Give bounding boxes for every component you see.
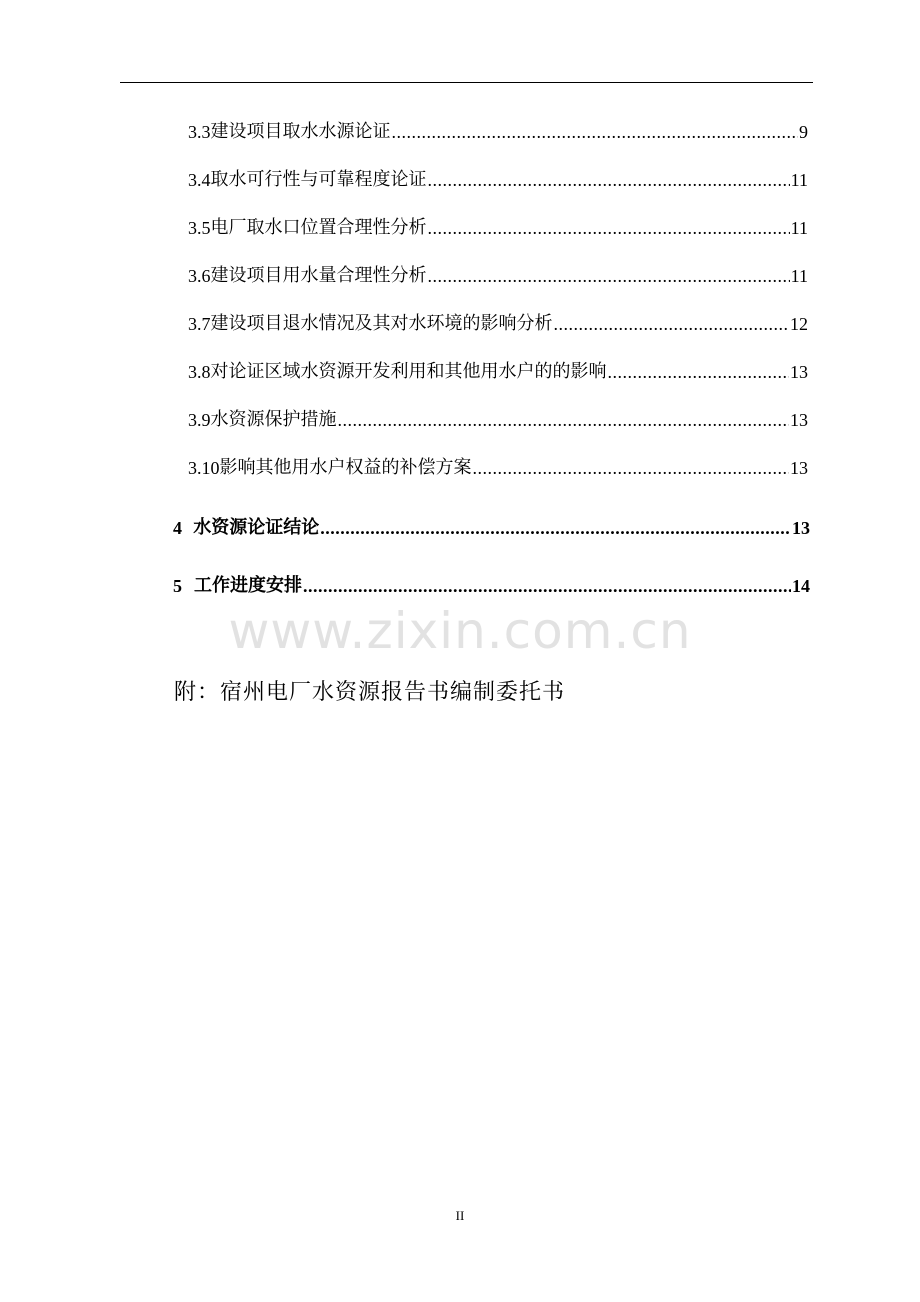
- toc-entry-number: 3.10: [188, 458, 220, 478]
- toc-entry-3-8[interactable]: [188, 358, 808, 386]
- page-number: II: [455, 1208, 465, 1223]
- toc-leader-dots: [428, 262, 790, 290]
- toc-entry-page: 13: [790, 362, 808, 382]
- header-rule: [120, 82, 813, 83]
- toc-entry-3-7[interactable]: [188, 310, 808, 338]
- toc-entry-title: 电厂取水口位置合理性分析: [210, 217, 427, 238]
- toc-entry-title: 取水可行性与可靠程度论证: [210, 169, 427, 190]
- toc-entry-number: 3.6: [188, 266, 211, 286]
- toc-leader-dots: [608, 358, 790, 386]
- toc-chapter-4[interactable]: [173, 514, 810, 542]
- toc-entry-title: 对论证区域水资源开发利用和其他用水户的的影响: [210, 361, 607, 382]
- toc-chapter-5[interactable]: [173, 572, 810, 600]
- toc-leader-dots: [473, 454, 790, 482]
- toc-leader-dots: [428, 166, 790, 194]
- toc-entry-title: 水资源保护措施: [210, 409, 337, 430]
- toc-entry-3-3[interactable]: [188, 118, 808, 146]
- appendix-note: 附：宿州电厂水资源报告书编制委托书: [174, 680, 566, 705]
- toc-entry-page: 11: [790, 170, 808, 190]
- toc-chapter-title: 工作进度安排: [193, 575, 302, 596]
- toc-entry-page: 11: [790, 266, 808, 286]
- toc-entry-number: 3.4: [188, 170, 211, 190]
- toc-entry-3-6[interactable]: [188, 262, 808, 290]
- toc-entry-number: 3.3: [188, 122, 211, 142]
- toc-entry-number: 3.8: [188, 362, 211, 382]
- toc-entry-3-9[interactable]: [188, 406, 808, 434]
- toc-entry-page: 12: [790, 314, 808, 334]
- toc-chapter-number: 4: [173, 518, 182, 538]
- toc-entry-3-10[interactable]: [188, 454, 808, 482]
- toc-entry-title: 影响其他用水户权益的补偿方案: [219, 457, 472, 478]
- toc-chapter-page: 14: [792, 576, 810, 596]
- toc-leader-dots: [303, 572, 791, 600]
- toc-entry-3-5[interactable]: [188, 214, 808, 242]
- toc-leader-dots: [320, 514, 791, 542]
- toc-leader-dots: [554, 310, 790, 338]
- toc-entry-page: 9: [799, 122, 808, 142]
- toc-entry-title: 建设项目用水量合理性分析: [210, 265, 427, 286]
- toc-entry-number: 3.7: [188, 314, 211, 334]
- toc-entry-number: 3.9: [188, 410, 211, 430]
- toc-entry-page: 11: [790, 218, 808, 238]
- toc-entry-page: 13: [790, 410, 808, 430]
- toc-chapter-page: 13: [792, 518, 810, 538]
- toc-chapter-number: 5: [173, 576, 182, 596]
- toc-chapter-title: 水资源论证结论: [193, 517, 320, 538]
- toc-entry-title: 建设项目退水情况及其对水环境的影响分析: [210, 313, 553, 334]
- watermark: www.zixin.com.cn: [228, 602, 692, 660]
- toc-entry-title: 建设项目取水水源论证: [210, 121, 391, 142]
- toc-entry-3-4[interactable]: [188, 166, 808, 194]
- toc-leader-dots: [392, 118, 799, 146]
- toc-leader-dots: [428, 214, 790, 242]
- toc-entry-page: 13: [790, 458, 808, 478]
- toc-leader-dots: [338, 406, 790, 434]
- toc-entry-number: 3.5: [188, 218, 211, 238]
